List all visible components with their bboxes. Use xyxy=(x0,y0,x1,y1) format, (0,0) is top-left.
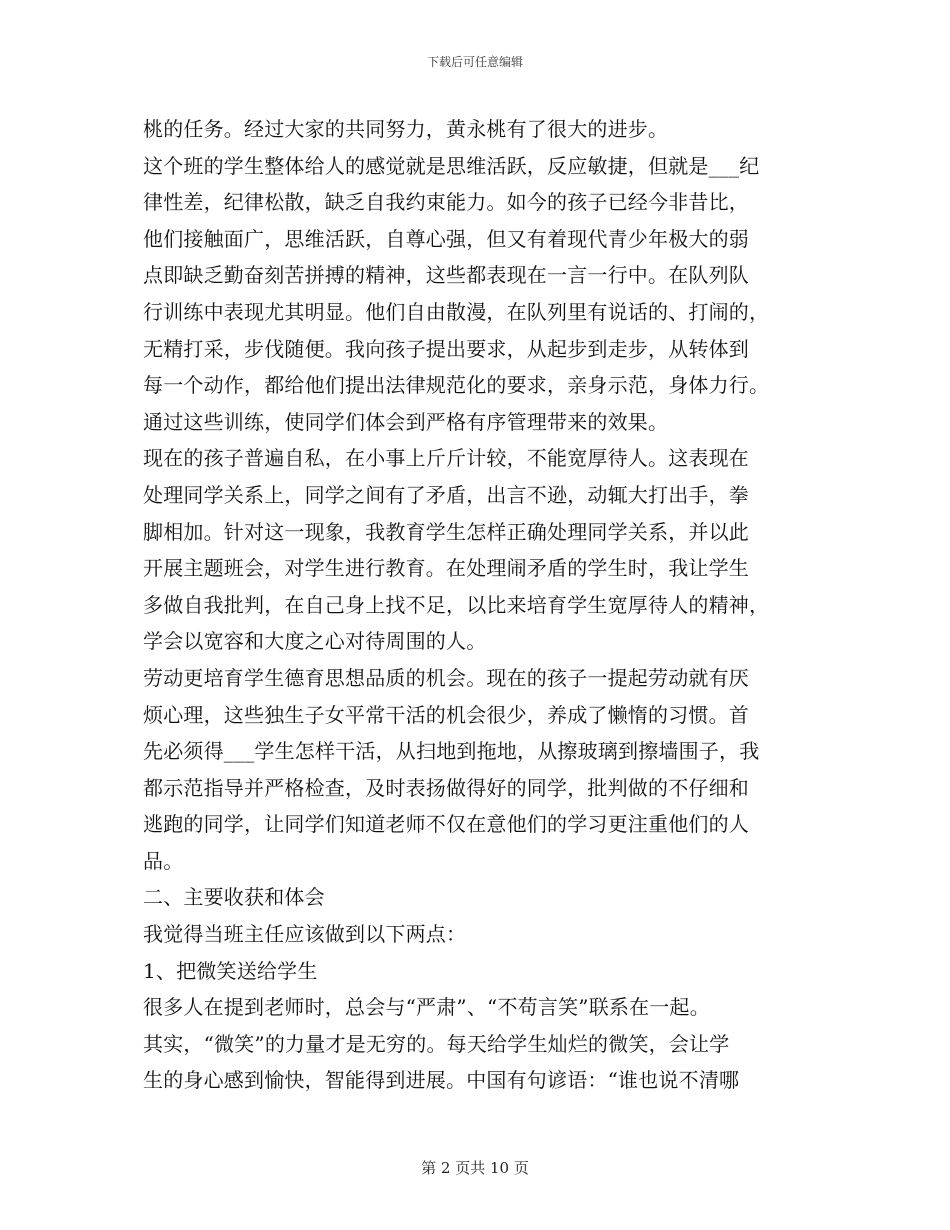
text-line: 很多人在提到老师时，总会与“严肃”、“不苟言笑”联系在一起。 xyxy=(143,995,710,1020)
section-heading: 二、主要收获和体会 xyxy=(143,885,325,910)
text-line: 行训练中表现尤其明显。他们自由散漫，在队列里有说话的、打闹的， xyxy=(143,299,770,324)
text-line: 无精打采，步伐随便。我向孩子提出要求，从起步到走步，从转体到 xyxy=(143,336,749,361)
text-line: 多做自我批判，在自己身上找不足，以比来培育学生宽厚待人的精神， xyxy=(143,592,770,617)
text-line: 开展主题班会，对学生进行教育。在处理闹矛盾的学生时，我让学生 xyxy=(143,556,749,581)
text-line: 律性差，纪律松散，缺乏自我约束能力。如今的孩子已经今非昔比， xyxy=(143,190,749,215)
text-line: 先必须得___学生怎样干活，从扫地到拖地，从擦玻璃到擦墙围子，我 xyxy=(143,739,760,764)
text-line: 他们接触面广，思维活跃，自尊心强，但又有着现代青少年极大的弱 xyxy=(143,226,749,251)
text-line: 桃的任务。经过大家的共同努力，黄永桃有了很大的进步。 xyxy=(143,117,669,141)
text-line: 逃跑的同学，让同学们知道老师不仅在意他们的学习更注重他们的人 xyxy=(143,812,749,837)
text-line: 劳动更培育学生德育思想品质的机会。现在的孩子一提起劳动就有厌 xyxy=(143,665,749,690)
subsection-heading: 1、把微笑送给学生 xyxy=(143,958,318,983)
text-line: 生的身心感到愉快，智能得到进展。中国有句谚语：“谁也说不清哪 xyxy=(143,1068,740,1093)
text-line: 这个班的学生整体给人的感觉就是思维活跃，反应敏捷，但就是___纪 xyxy=(143,153,760,178)
text-line: 处理同学关系上，同学之间有了矛盾，出言不逊，动辄大打出手，拳 xyxy=(143,482,749,507)
page-footer: 第 2 页共 10 页 xyxy=(421,1159,529,1177)
text-line: 每一个动作，都给他们提出法律规范化的要求，亲身示范，身体力行。 xyxy=(143,373,770,398)
document-body xyxy=(143,111,823,1099)
text-line: 现在的孩子普遍自私，在小事上斤斤计较，不能宽厚待人。这表现在 xyxy=(143,446,749,471)
text-line: 点即缺乏勤奋刻苦拼搏的精神，这些都表现在一言一行中。在队列队 xyxy=(143,263,749,288)
text-line: 我觉得当班主任应该做到以下两点： xyxy=(143,922,467,947)
text-line: 烦心理，这些独生子女平常干活的机会很少，养成了懒惰的习惯。首 xyxy=(143,702,749,727)
text-line: 其实，“微笑”的力量才是无穷的。每天给学生灿烂的微笑，会让学 xyxy=(143,1031,730,1056)
text-line: 通过这些训练，使同学们体会到严格有序管理带来的效果。 xyxy=(143,409,669,434)
page-header: 下载后可任意编辑 xyxy=(426,55,523,69)
text-line: 品。 xyxy=(143,848,184,873)
text-line: 学会以宽容和大度之心对待周围的人。 xyxy=(143,629,487,654)
text-line: 都示范指导并严格检查，及时表扬做得好的同学，批判做的不仔细和 xyxy=(143,775,749,800)
text-line: 脚相加。针对这一现象，我教育学生怎样正确处理同学关系，并以此 xyxy=(143,519,749,544)
